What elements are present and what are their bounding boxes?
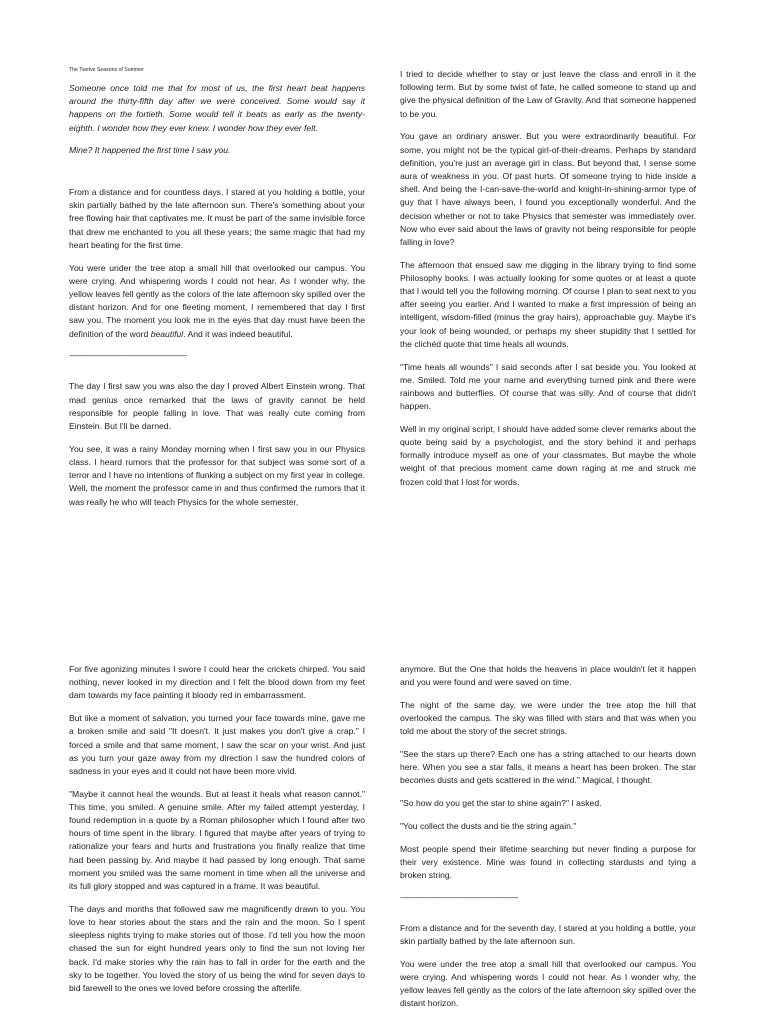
emphasis: beautiful bbox=[150, 328, 184, 339]
paragraph: From a distance and for countless days, I stared at you holding a bottle, your skin partially bathed by the late afternoon sun. There's something about your free flowing hair that captivates me. It must be part of the same invisible force that drew me enchanted to you all these years; the same magic that had my heart beating for the first time. bbox=[69, 187, 365, 250]
paragraph: Well in my original script, I should have added some clever remarks about the quote being said by a psychologist, and the story behind it and perhaps formally introduce myself as one of your classmates. But maybe the whole weight of that precious moment came down raging at me and struck me frozen cold that I lost for words. bbox=[400, 423, 696, 487]
paragraph bbox=[69, 262, 365, 341]
spacer bbox=[69, 167, 365, 186]
paragraph: The afternoon that ensued saw me digging in the library trying to find some Philosophy books. I was actually looking for some quotes or at least a quote that I would tell you the following morning. Of course I plan to seat next to you after seeing you earlier. And I wanted to make a first impression of being an intelligent, wisdom-filled (minus the gray hairs), approachable guy. Maybe it's your look of being wounded, or perhaps my sheer stupidity that I settled for the clichéd quote that time heals all wounds. bbox=[400, 259, 696, 349]
story-title: The Twelve Seasons of Summer bbox=[69, 67, 144, 73]
text-run: You were under the tree atop a small hill that overlooked our campus. You were crying. And whispering words I could not hear. As I wonder why, the yellow leaves fell gently as the colors of the late afternoon sky spilled over the distant horizon. And for one fleeting moment, I remembered that day I first saw you. The moment you look me in the eyes that day must have been the definition of the word bbox=[69, 262, 365, 339]
section-separator: -------------------------------------------------------------------- bbox=[69, 353, 187, 361]
page2-right-column bbox=[400, 663, 696, 1020]
section-separator: -------------------------------------------------------------------- bbox=[400, 894, 518, 902]
paragraph: I tried to decide whether to stay or just leave the class and enroll in it the following term. But by some twist of fate, he called someone to stand up and give the physical definition of the Law of Gravity. And that someone happened to be you. bbox=[400, 69, 696, 119]
paragraph: "Maybe it cannot heal the wounds. But at least it heals what reason cannot." This time, you smiled. A genuine smile. After my failed attempt yesterday, I found redemption in a quote by a Roman philosopher which I found after two hours of time spent in the library. I figured that maybe after years of trying to rationalize your fears and hurts and frustrations you finally realize that time had been passing by. And maybe it had passed by long enough. That same moment you smiled was the same moment in time when all the universe and its full glory stopped and was captured in a frame. It was beautiful. bbox=[69, 788, 365, 892]
paragraph: The night of the same day, we were under the tree atop the hill that overlooked the campus. The sky was filled with stars and that was when you told me about the story of the secret strings. bbox=[400, 699, 696, 737]
paragraph: You were under the tree atop a small hill that overlooked our campus. You were crying. And whispering words I could not hear. As I wonder why, the yellow leaves fell gently as the colors of the late afternoon sky spilled over the distant horizon. bbox=[400, 958, 696, 1009]
page2-left-column bbox=[69, 663, 365, 1005]
paragraph: You see, it was a rainy Monday morning when I first saw you in our Physics class. I heard rumors that the professor for that subject was some sort of a terror and I have no intentions of flunking a subject on my first year in college. Well, the moment the professor came in and thus confirmed the rumors that it was really he who will teach Physics for the whole semester, bbox=[69, 443, 365, 507]
paragraph: From a distance and for the seventh day, I stared at you holding a bottle, your skin partially bathed by the late afternoon sun. bbox=[400, 922, 696, 947]
paragraph: "So how do you get the star to shine again?" I asked. bbox=[400, 798, 602, 809]
page1-left-column bbox=[69, 67, 365, 518]
paragraph: But like a moment of salvation, you turned your face towards mine, gave me a broken smile and said "It doesn't. It just makes you don't give a crap." I forced a smile and that same moment, I saw the scar on your wrist. And just as you turn your gaze away from my direction I saw the hundred colors of sadness in your eyes and it could not have been more vivid. bbox=[69, 713, 365, 776]
paragraph: The days and months that followed saw me magnificently drawn to you. You love to hear stories about the stars and the rain and the moon. So I spent sleepless nights trying to make stories out of those. I'd tell you how the moon chased the sun for eight hundred years only to find the sun not loving her back. I'd make stories why the rain has to fall in order for the earth and the sky to be together. You loved the story of us being the wind for seven days to bid farewell to the ones we loved before crossing the afterlife. bbox=[69, 903, 365, 993]
paragraph: Someone once told me that for most of us, the first heart beat happens around the thirty-fifth day after we were conceived. Some would say it happens on the fortieth. Some would tell it beats as early as the twenty-eighth. I wonder how they ever knew. I wonder how they ever felt. bbox=[69, 83, 365, 133]
paragraph: "See the stars up there? Each one has a string attached to our hearts down here. When you see a star falls, it means a heart has been broken. The star becomes dusts and gets scattered in the wind." Magical, I thought. bbox=[400, 749, 696, 786]
paragraph: The day I first saw you was also the day I proved Albert Einstein wrong. That mad genius once remarked that the laws of gravity cannot be held responsible for people falling in love. That was really cute coming from Einstein. But I'll be darned. bbox=[69, 381, 365, 432]
text-run: . And it was indeed beautiful. bbox=[183, 328, 293, 339]
paragraph: For five agonizing minutes I swore I could hear the crickets chirped. You said nothing, never looked in my direction and I felt the blood down from my feet dam towards my face painting it bloody red in embarrassment. bbox=[69, 664, 365, 701]
page1-right-column bbox=[400, 68, 696, 498]
paragraph: "You collect the dusts and tie the string again." bbox=[400, 820, 577, 831]
paragraph: Mine? It happened the first time I saw you. bbox=[69, 145, 231, 156]
paragraph: You gave an ordinary answer. But you were extraordinarily beautiful. For some, you might not be the typical girl-of-their-dreams. Perhaps by standard definition, you're just an average girl in class. But beyond that, I sense some aura of weakness in you. Of past hurts. Of someone trying to hide inside a shell. And being the I-can-save-the-world and knight-in-shining-armor type of guy that I have always been, I found you exceptionally wonderful. And the decision whether or not to take Physics that semester was immediately over. Now who ever said about the laws of gravity not being responsible for people falling in love? bbox=[400, 131, 696, 247]
paragraph: anymore. But the One that holds the heavens in place wouldn't let it happen and you were found and were saved on time. bbox=[400, 664, 696, 688]
paragraph: Most people spend their lifetime searching but never finding a purpose for their very existence. Mine was found in collecting stardusts and tying a broken string. bbox=[400, 843, 696, 880]
paragraph: "Time heals all wounds" I said seconds after I sat beside you. You looked at me. Smiled. Told me your name and everything turned pink and there were rainbows and butterflies. Of course that was silly. And of course that didn't happen. bbox=[400, 361, 696, 412]
